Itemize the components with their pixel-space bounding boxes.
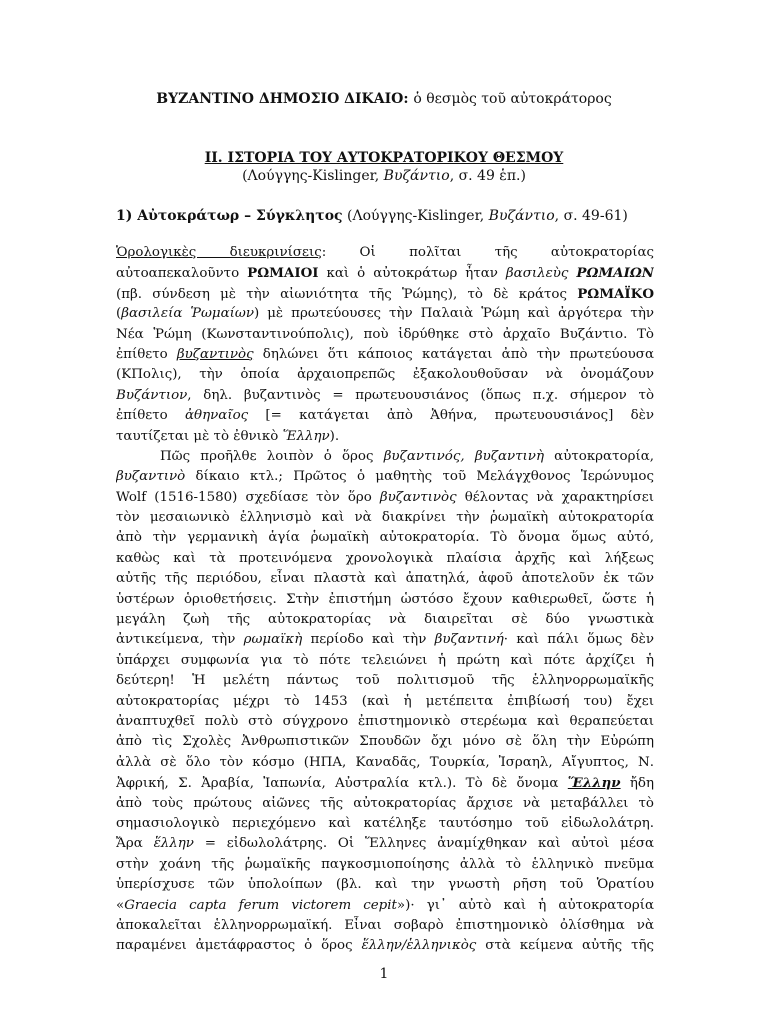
- text-line: ταυτίζεται μὲ τὸ ἐθνικὸ Ἕλλην).: [116, 428, 340, 444]
- text-line: σημασιολογικὸ περιεχόμενο καὶ κατέληξε ταυτόσημο τοῦ εἰδωλολάτρη.: [116, 815, 654, 831]
- title-rest: ὁ θεσμὸς τοῦ αὐτοκράτορος: [413, 91, 612, 107]
- text-line: Νέα Ῥώμη (Κωνσταντινούπολις), ποὺ ἱδρύθηκε στὸ ἀρχαῖο Βυζάντιο. Τὸ: [116, 326, 654, 342]
- text-line: δεύτερη! Ἡ μελέτη πάντως τοῦ πολιτισμοῦ τῆς ἑλληνορρωμαϊκῆς: [116, 673, 654, 689]
- text-line: ἐπίθετο βυζαντινὸς δηλώνει ὅτι κάποιος κατάγεται ἀπὸ τὴν πρωτεύουσα: [116, 346, 654, 362]
- text-line: ὑπερίσχυσε τῶν ὑπολοίπων (βλ. καὶ την γνωστὴ ρῆση τοῦ Ὁρατίου: [116, 877, 654, 893]
- section-title: ΙΙ. ΙΣΤΟΡΙΑ ΤΟΥ ΑΥΤΟΚΡΑΤΟΡΙΚΟΥ ΘΕΣΜΟΥ: [204, 150, 564, 166]
- text-line: αὐτῆς τῆς περιόδου, εἶναι πλαστὰ καὶ ἀπατηλά, ἀφοῦ ἀποτελοῦν ἐκ τῶν: [116, 571, 654, 587]
- text-line: ἀπὸ τοὺς πρώτους αἰῶνες τῆς αὐτοκρατορίας ἄρχισε νὰ μεταβάλλει τὸ: [116, 795, 654, 811]
- text-line: ἀποκαλεῖται ἑλληνορρωμαϊκή. Εἶναι σοβαρὸ ἐπιστημονικὸ ὀλίσθημα νὰ: [116, 917, 654, 933]
- text-line: αὐτοκρατορίας μέχρι τὸ 1453 (καὶ ἡ μετέπειτα ἐπιβίωσή του) ἔχει: [116, 693, 654, 709]
- text-line: ἀπὸ τὶς Σχολὲς Ἀνθρωπιστικῶν Σπουδῶν ὄχι μόνο σὲ ὅλη τὴν Εὐρώπη: [116, 734, 654, 750]
- body-text: [116, 243, 654, 957]
- text-line: στὴν χοάνη τῆς ῥωμαϊκῆς παγκοσμιοποίησης ἀλλὰ τὸ ἑλληνικὸ πνεῦμα: [116, 856, 654, 872]
- text-line: ὑπάρχει συμφωνία για τὸ πότε τελειώνει ἡ πρώτη καὶ πότε ἀρχίζει ἡ: [116, 652, 654, 668]
- text-line: Πῶς προῆλθε λοιπὸν ὁ ὅρος βυζαντινός, βυζαντινὴ αὐτοκρατορία,: [160, 448, 654, 464]
- text-line: μεγάλη ζωὴ τῆς αὐτοκρατορίας νὰ διαιρεῖται σὲ δύο γνωστικὰ: [116, 612, 654, 628]
- subheading: 1) Αὐτοκράτωρ – Σύγκλητος (Λούγγης-Kislinger, Βυζάντιο, σ. 49-61): [116, 208, 628, 224]
- text-line: Βυζάντιον, δηλ. βυζαντινὸς = πρωτευουσιάνος (ὅπως π.χ. σήμερον τὸ: [116, 387, 654, 403]
- section-reference: (Λούγγης-Kislinger, Βυζάντιο, σ. 49 ἑπ.): [242, 168, 526, 184]
- text-line: ἀντικείμενα, τὴν ρωμαϊκὴ περίοδο καὶ τὴν βυζαντινή· καὶ πάλι ὅμως δὲν: [116, 632, 654, 648]
- text-line: καθὼς καὶ τὰ προτεινόμενα χρονολογικὰ πλαίσια ἀρχῆς καὶ λήξεως: [116, 550, 654, 566]
- text-line: βυζαντινὸ δίκαιο κτλ.; Πρῶτος ὁ μαθητὴς τοῦ Μελάγχθονος Ἱερώνυμος: [116, 469, 654, 485]
- title-main: ΒΥΖΑΝΤΙΝΟ ΔΗΜΟΣΙΟ ΔΙΚΑΙΟ:: [156, 91, 409, 107]
- document-title: [0, 91, 768, 107]
- text-line: ἀναπτυχθεῖ πολὺ στὸ σύγχρονο ἐπιστημονικὸ στερέωμα καὶ θεραπεύεται: [116, 713, 654, 729]
- text-line: (ΚΠολις), τὴν ὁποία ἀρχαιοπρεπῶς ἐξακολουθοῦσαν νὰ ὀνομάζουν: [116, 367, 654, 383]
- text-line: αὐτοαπεκαλοῦντο ΡΩΜΑΙΟΙ καὶ ὁ αὐτοκράτωρ ἦταν βασιλεὺς ΡΩΜΑΙΩΝ: [116, 265, 654, 282]
- text-line: «Graecia capta ferum victorem cepit»)· γι᾽ αὐτὸ καὶ ἡ αὐτοκρατορία: [116, 897, 654, 913]
- text-line: ὑστέρων ὁριοθετήσεις. Στὴν ἐπιστήμη ὡστόσο ἔχουν καθιερωθεῖ, ὥστε ἡ: [116, 591, 654, 607]
- text-line: ἀπὸ τὴν γερμανικὴ ἁγία ῥωμαϊκὴ αὐτοκρατορία. Τὸ ὄνομα ὅμως αὐτό,: [116, 530, 654, 546]
- text-line: Ἀφρική, Σ. Ἀραβία, Ἰαπωνία, Αὐστραλία κτλ.). Τὸ δὲ ὄνομα Ἕλλην ἤδη: [116, 775, 654, 792]
- text-line: (βασιλεία Ῥωμαίων) μὲ πρωτεύουσες τὴν Παλαιὰ Ῥώμη καὶ ἀργότερα τὴν: [116, 306, 654, 322]
- page-number: 1: [379, 966, 389, 982]
- text-line: ἀλλὰ σὲ ὅλο τὸν κόσμο (ΗΠΑ, Καναδᾶς, Τουρκία, Ἰσραηλ, Αἴγυπτος, Ν.: [116, 754, 654, 770]
- text-line: (πβ. σύνδεση μὲ τὴν αἰωνιότητα τῆς Ῥώμης), τὸ δὲ κράτος ΡΩΜΑΪΚΟ: [116, 285, 654, 302]
- text-line: Wolf (1516-1580) σχεδίασε τὸν ὅρο βυζαντινὸς θέλοντας νὰ χαρακτηρίσει: [116, 489, 654, 505]
- text-line: παραμένει ἀμετάφραστος ὁ ὅρος ἕλλην/ἑλληνικὸς στὰ κείμενα αὐτῆς τῆς: [116, 938, 654, 954]
- text-line: Ὁρολογικὲς διευκρινίσεις: Οἱ πολῖται τῆς αὐτοκρατορίας: [116, 245, 654, 260]
- text-line: Ἄρα ἕλλην = εἰδωλολάτρης. Οἱ Ἕλληνες ἀναμίχθηκαν καὶ αὐτοὶ μέσα: [116, 836, 654, 852]
- text-line: ἐπίθετο ἀθηναῖος [= κατάγεται ἀπὸ Ἀθήνα, πρωτευουσιάνος] δὲν: [116, 408, 654, 424]
- text-line: τὸν μεσαιωνικὸ ἑλληνισμὸ καὶ νὰ διακρίνει τὴν ῥωμαϊκὴ αὐτοκρατορία: [116, 510, 654, 526]
